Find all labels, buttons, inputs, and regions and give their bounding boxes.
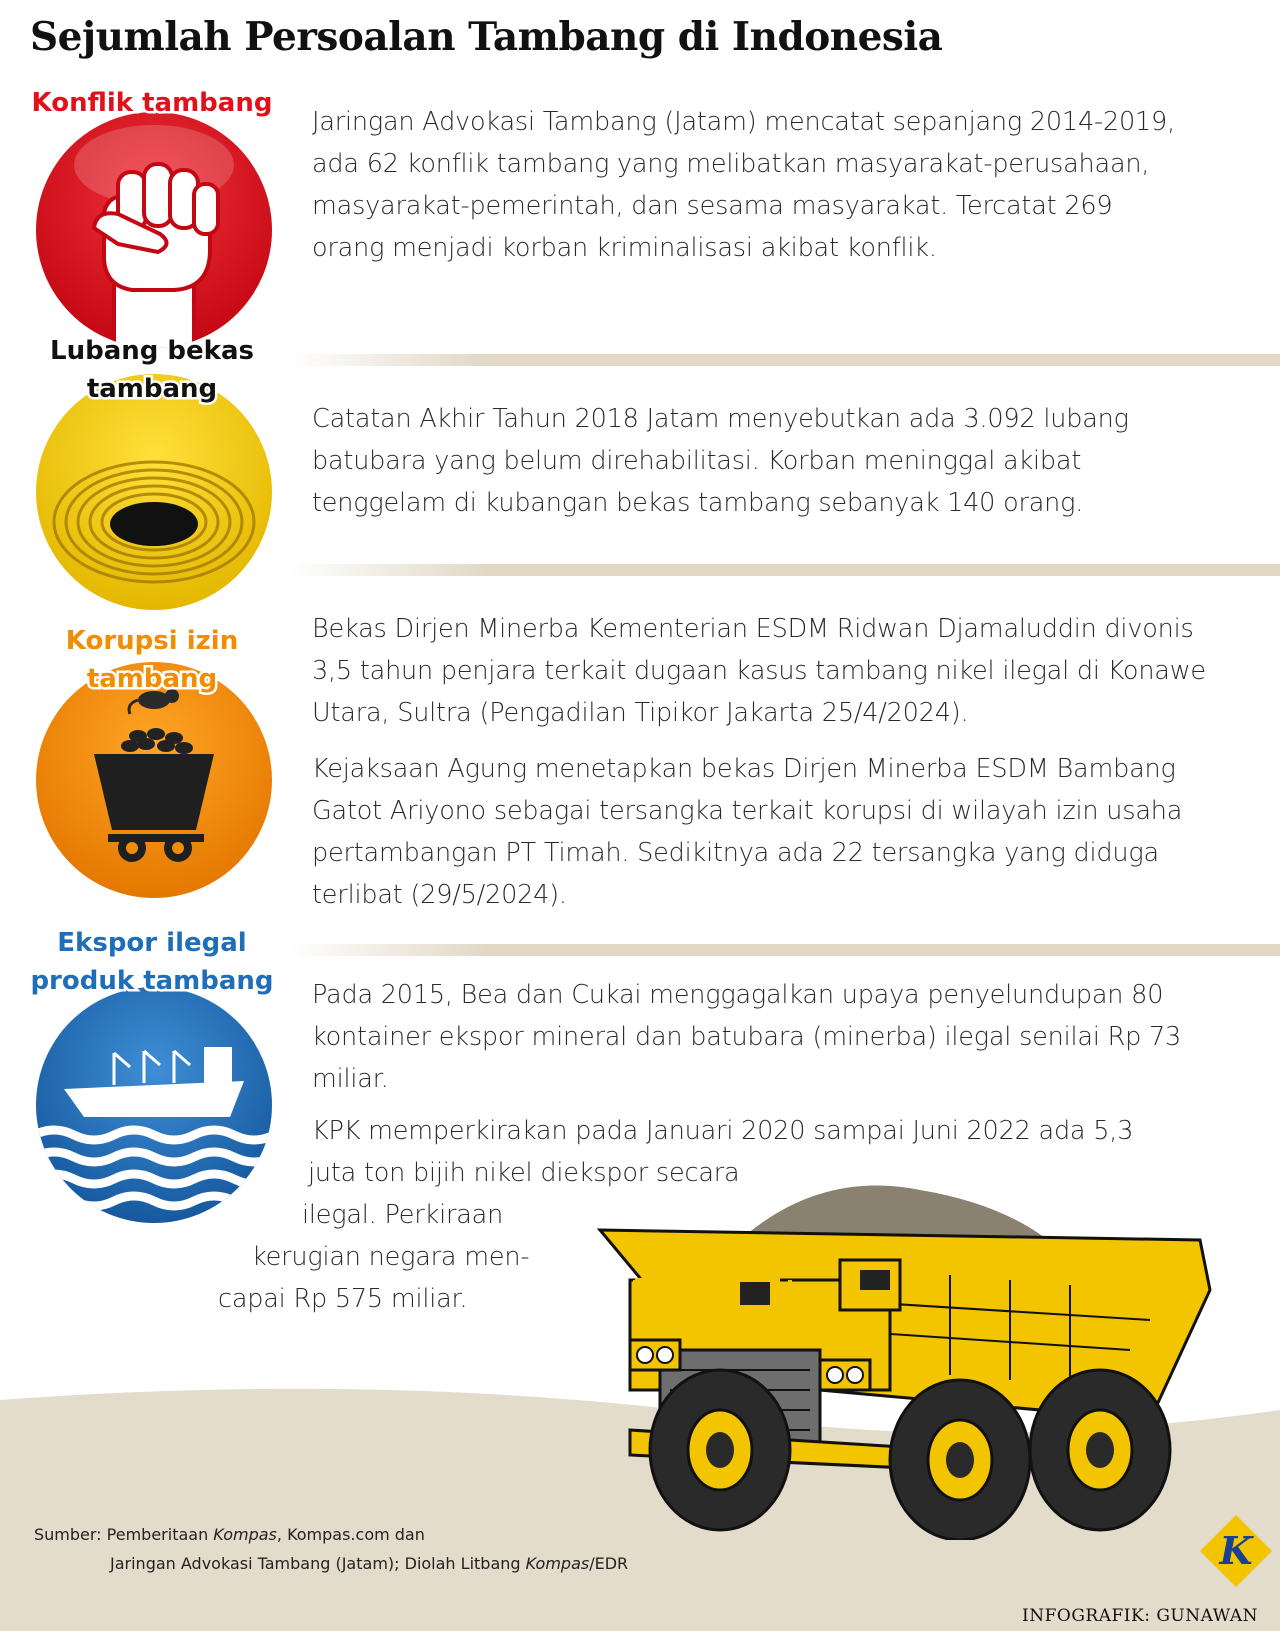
section-label: Korupsi izin tambang — [65, 626, 239, 694]
section-text: KPK memperkirakan pada Januari 2020 sampai Juni 2022 ada 5,3 juta ton bijih nikel diekspor secara ilegal. Perkiraan kerugian negara men- capai Rp 575 miliar. — [218, 1116, 1134, 1314]
mining-dump-truck-icon — [590, 1180, 1240, 1540]
section-text: Bekas Dirjen Minerba Kementerian ESDM Ridwan Djamaluddin divonis 3,5 tahun penjara terkait dugaan kasus tambang nikel ilegal di Konawe Utara, Sultra (Pengadilan Tipikor Jakarta 25/4/2024). Kejaksaan Agung menetapkan bekas Dirjen Minerba ESDM Bambang Gatot Ariyono sebagai tersangka terkait korupsi di wilayah izin usaha pertambangan PT Timah. Sedikitnya ada 22 tersangka yang diduga terlibat (29/5/2024). — [312, 614, 1206, 910]
section-text: Pada 2015, Bea dan Cukai menggagalkan upaya penyelundupan 80 kontainer ekspor mineral dan batubara (minerba) ilegal senilai Rp 73 miliar. — [312, 980, 1182, 1094]
section-divider — [290, 944, 1280, 956]
section-divider — [290, 354, 1280, 366]
section-divider — [290, 564, 1280, 576]
logo-letter: K — [1219, 1528, 1253, 1573]
section-text: Jaringan Advokasi Tambang (Jatam) mencatat sepanjang 2014-2019, ada 62 konflik tambang yang melibatkan masyarakat-perusahaan, masyarakat-pemerintah, dan sesama masyarakat. Tercatat 269 orang menjadi korban kriminalisasi akibat konflik. — [312, 107, 1175, 263]
kompas-logo — [1200, 1515, 1272, 1587]
source-note: Sumber: Pemberitaan Kompas, Kompas.com dan Jaringan Advokasi Tambang (Jatam); Diolah Litbang Kompas/EDR — [34, 1525, 629, 1573]
section-label: Lubang bekas tambang — [50, 336, 254, 404]
section-label: Ekspor ilegal produk tambang — [30, 928, 274, 996]
mine-pit-icon — [34, 372, 274, 612]
page-title: Sejumlah Persoalan Tambang di Indonesia — [30, 14, 943, 60]
section-label: Konflik tambang — [31, 88, 273, 118]
section-text: Catatan Akhir Tahun 2018 Jatam menyebutkan ada 3.092 lubang batubara yang belum direhabilitasi. Korban meninggal akibat tenggelam di kubangan bekas tambang sebanyak 140 orang. — [312, 404, 1129, 518]
credit: INFOGRAFIK: GUNAWAN — [1022, 1606, 1258, 1626]
raised-fist-icon — [34, 110, 274, 350]
